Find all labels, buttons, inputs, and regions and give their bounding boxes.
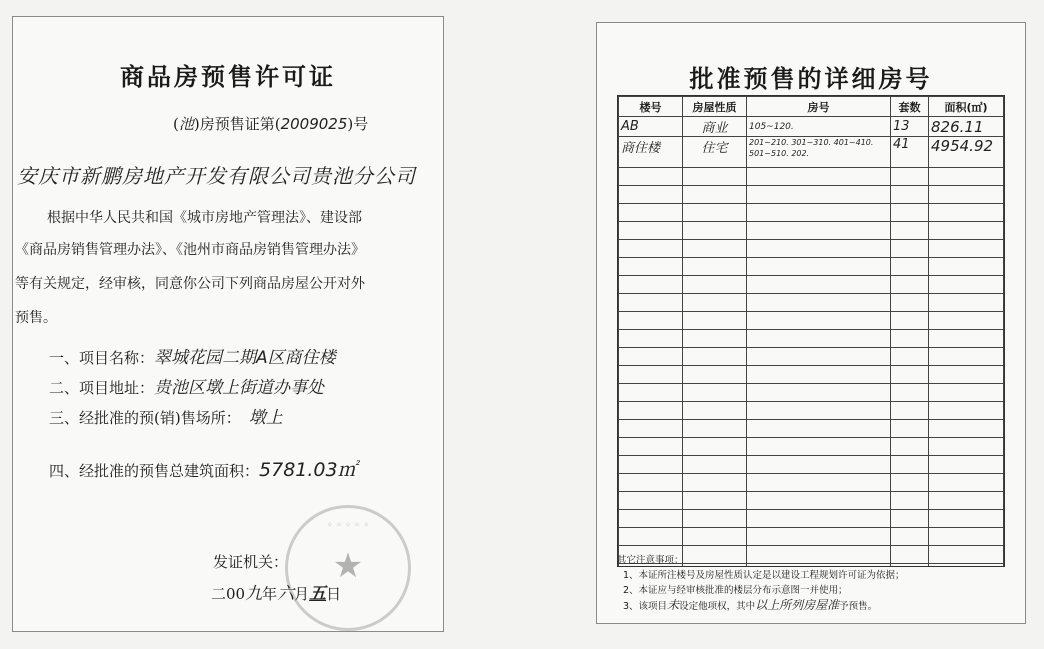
table-row (619, 137, 1004, 168)
column-header: 房号 (747, 97, 891, 117)
table-row (619, 528, 1004, 546)
notes-section (617, 553, 905, 614)
certificate-number: 2009025 (280, 115, 348, 133)
table-row (619, 186, 1004, 204)
table-row (619, 438, 1004, 456)
permit-paragraph-line-4: 预售。 (15, 310, 57, 326)
building-cell: AB (619, 117, 683, 137)
table-row (619, 402, 1004, 420)
table-row (619, 168, 1004, 186)
notes-title: 其它注意事项： (617, 555, 684, 566)
issuer-label: 发证机关： (213, 553, 289, 571)
area-cell: 4954.92 (929, 137, 1004, 168)
note-3: 3、该项目未设定他项权，其中以上所列房屋准予预售。 (623, 598, 878, 612)
official-seal: ◦ ◦ ◦ ◦ ◦ ★ (285, 505, 411, 631)
permit-paragraph-line-1: 根据中华人民共和国《城市房地产管理法》、建设部 (47, 210, 362, 226)
project-address-item: 二、项目地址：贵池区墩上街道办事处 (49, 378, 325, 398)
table-row (619, 117, 1004, 137)
seal-star-icon: ★ (332, 546, 364, 586)
table-row (619, 456, 1004, 474)
total-area-value: 5781.03㎡ (259, 459, 357, 481)
permit-paragraph-line-3: 等有关规定，经审核，同意你公司下列商品房屋公开对外 (15, 276, 365, 292)
permit-title: 商品房预售许可证 (120, 63, 336, 91)
table-row (619, 366, 1004, 384)
project-name-value: 翠城花园二期A区商住楼 (154, 348, 336, 368)
date-year: 九 (245, 584, 263, 604)
column-header: 房屋性质 (683, 97, 747, 117)
sales-venue-value: 墩上 (248, 408, 283, 428)
project-name-item: 一、项目名称：翠城花园二期A区商住楼 (49, 348, 336, 368)
date-month: 六 (277, 584, 295, 604)
table-row (619, 312, 1004, 330)
permit-paragraph-line-2: 《商品房销售管理办法》、《池州市商品房销售管理办法》 (15, 242, 365, 258)
room-cell: 201~210. 301~310. 401~410. 501~510. 202. (747, 137, 891, 168)
unit-list-page (596, 22, 1026, 624)
table-row (619, 222, 1004, 240)
table-row (619, 492, 1004, 510)
certificate-number-line: (池)房预售证第(2009025)号 (173, 115, 369, 133)
total-area-item: 四、经批准的预售总建筑面积：5781.03㎡ (49, 459, 357, 481)
issue-date: 二00九年六月五日 (211, 584, 342, 604)
table-row (619, 294, 1004, 312)
column-header: 楼号 (619, 97, 683, 117)
unit-table (617, 95, 1005, 567)
permit-page (12, 16, 444, 632)
column-header: 套数 (891, 97, 929, 117)
table-row (619, 240, 1004, 258)
table-row (619, 204, 1004, 222)
table-row (619, 348, 1004, 366)
note-2: 2、本证应与经审核批准的楼层分布示意图一并使用； (623, 585, 848, 596)
building-cell: 商住楼 (619, 137, 683, 168)
project-address-value: 贵池区墩上街道办事处 (154, 378, 325, 398)
room-cell: 105~120. (747, 117, 891, 137)
unit-list-title: 批准预售的详细房号 (689, 65, 933, 93)
sales-venue-item: 三、经批准的预(销)售场所： 墩上 (49, 408, 283, 428)
certificate-district: 池 (178, 115, 194, 133)
table-row (619, 474, 1004, 492)
area-cell: 826.11 (929, 117, 1004, 137)
table-row (619, 420, 1004, 438)
nature-cell: 商业 (683, 117, 747, 137)
count-cell: 13 (891, 117, 929, 137)
table-row (619, 330, 1004, 348)
table-row (619, 384, 1004, 402)
nature-cell: 住宅 (683, 137, 747, 168)
column-header: 面积(㎡) (929, 97, 1004, 117)
note-1: 1、本证所注楼号及房屋性质认定是以建设工程规划许可证为依据； (623, 570, 905, 581)
date-day: 五 (309, 584, 327, 604)
count-cell: 41 (891, 137, 929, 168)
company-name: 安庆市新鹏房地产开发有限公司贵池分公司 (17, 164, 416, 188)
table-header-row (619, 97, 1004, 117)
table-row (619, 258, 1004, 276)
table-row (619, 276, 1004, 294)
table-row (619, 510, 1004, 528)
